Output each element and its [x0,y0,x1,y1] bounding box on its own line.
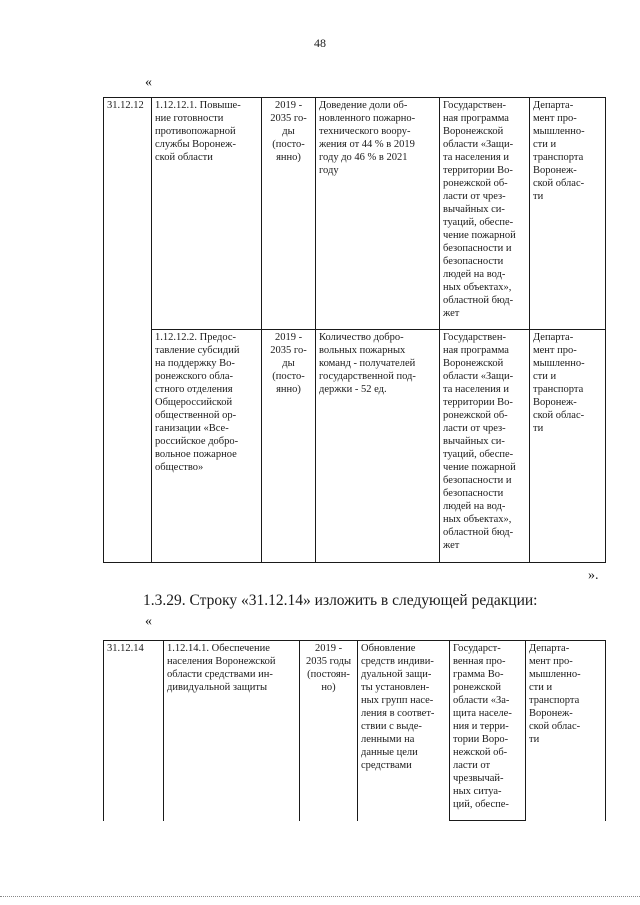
program-cell: Государст- венная про- грамма Во- ронежской области «За- щита населе- ния и терри- тории Воро- нежской об- ласти от чрезвычай- ных ситуа- ций, обеспе- [450,641,526,821]
period-cell: 2019 - 2035 го- ды (посто- янно) [262,98,316,330]
executor-cell: Департа- мент про- мышленно- сти и транспорта Воронеж- ской облас- ти [530,330,606,563]
page-number: 48 [314,36,326,50]
table-row-31-12-14 [103,640,606,821]
amendment-heading: 1.3.29. Строку «31.12.14» изложить в следующей редакции: [143,592,538,609]
row-code-cell: 31.12.12 [104,98,152,563]
opening-quote-mark: « [145,75,152,90]
table-row [104,641,606,821]
activity-cell: 1.12.12.1. Повыше- ние готовности противопожарной службы Воронеж- ской области [152,98,262,330]
indicator-cell: Доведение доли об- новленного пожарно- технического воору- жения от 44 % в 2019 году до 46 % в 2021 году [316,98,440,330]
activity-cell: 1.12.12.2. Предос- тавление субсидий на поддержку Во- ронежского обла- стного отделения Общероссийской общественной ор- ганизации «Все- российское добро- вольное пожарное общество» [152,330,262,563]
executor-cell: Департа- мент про- мышленно- сти и транспорта Воронеж- ской облас- ти [530,98,606,330]
table-row [104,330,606,563]
table-row [104,98,606,330]
activity-cell: 1.12.14.1. Обеспечение населения Воронежской области средствами ин- дивидуальной защиты [164,641,300,821]
table-row-31-12-12 [103,97,606,563]
opening-quote-mark-2: « [145,614,152,629]
page-bottom-rule [0,896,640,897]
period-cell: 2019 - 2035 го- ды (посто- янно) [262,330,316,563]
row-code-cell: 31.12.14 [104,641,164,821]
closing-quote-mark: ». [588,568,599,583]
indicator-cell: Обновление средств индиви- дуальной защи- ты установлен- ных групп насе- ления в соответ- ствии с выде- ленными на данные цели средствами [358,641,450,821]
program-cell: Государствен- ная программа Воронежской области «Защи- та населения и территории Во- ронежской об- ласти от чрез- вычайных си- туаций, обеспе- чение пожарной безопасности и безопасности людей на вод- ных объектах», областной бюд- жет [440,330,530,563]
indicator-cell: Количество добро- вольных пожарных команд - получателей государственной под- держки - 52 ед. [316,330,440,563]
period-cell: 2019 - 2035 годы (постоян- но) [300,641,358,821]
program-cell: Государствен- ная программа Воронежской области «Защи- та населения и территории Во- ронежской об- ласти от чрез- вычайных си- туаций, обеспе- чение пожарной безопасности и безопасности людей на вод- ных объектах», областной бюд- жет [440,98,530,330]
executor-cell: Департа- мент про- мышленно- сти и транспорта Воронеж- ской облас- ти [526,641,606,821]
